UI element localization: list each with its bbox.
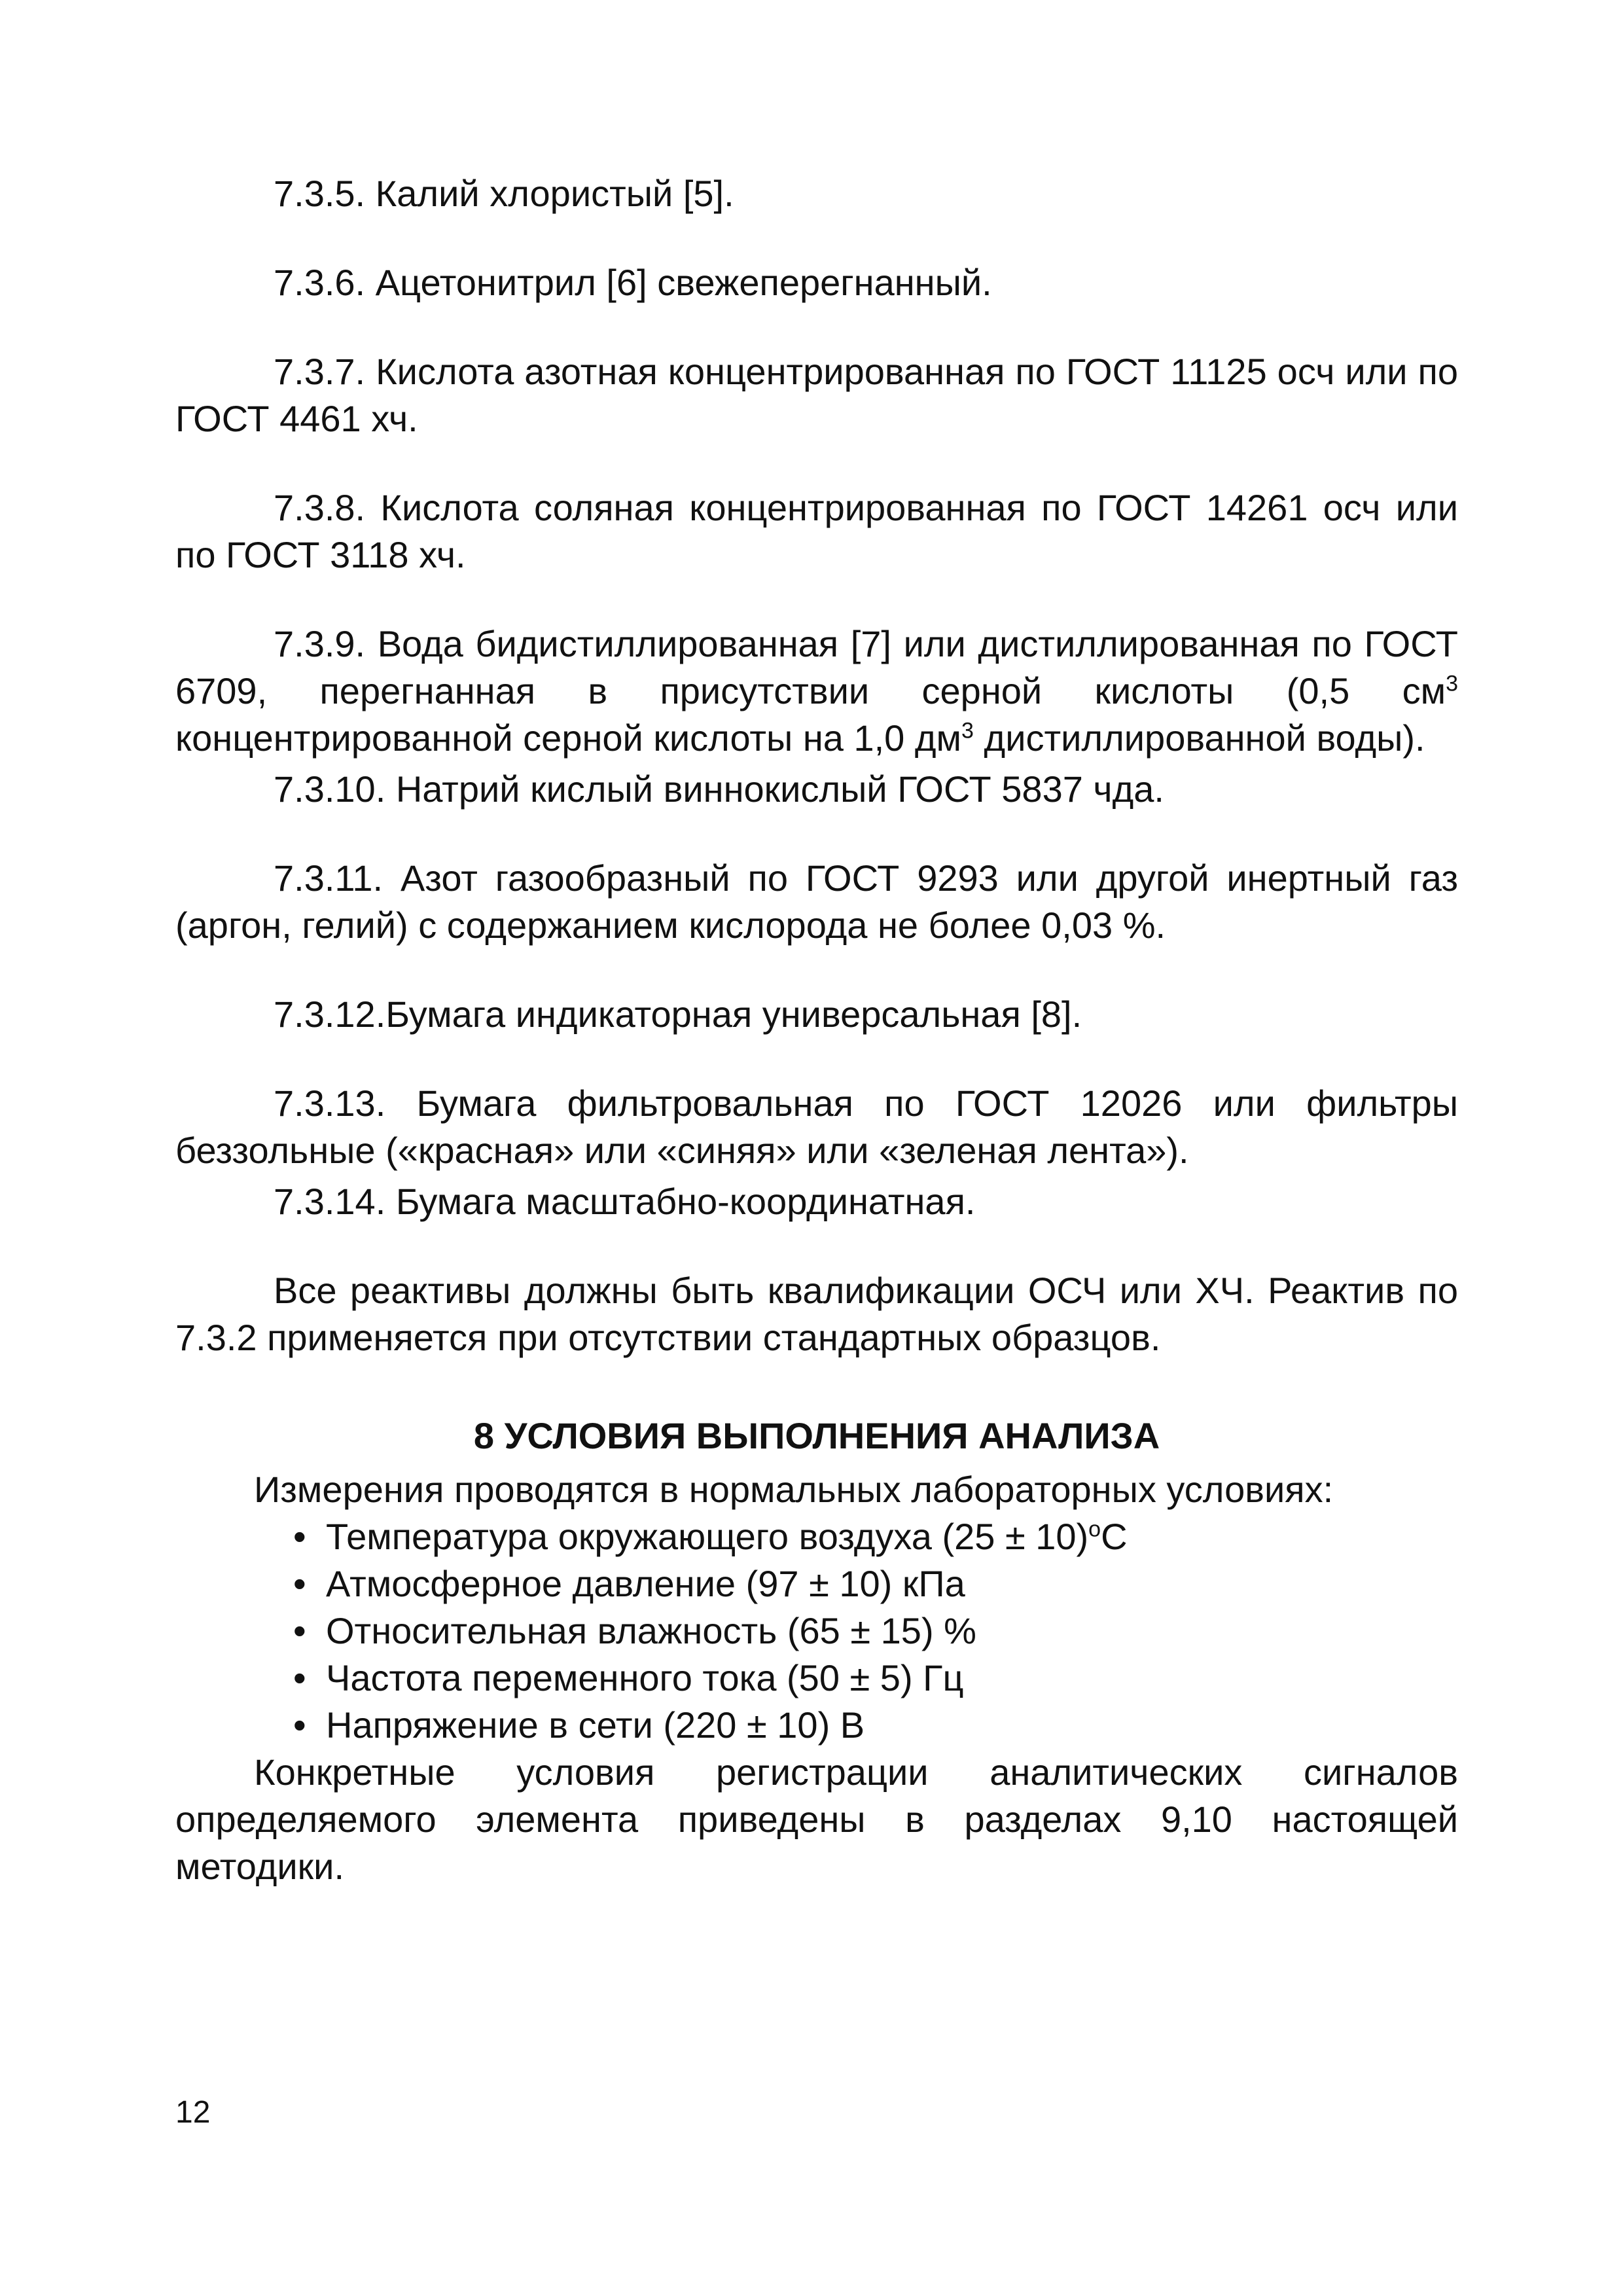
item-7-3-9-part2: концентрированной серной кислоты на 1,0 дм bbox=[175, 717, 962, 759]
bullet-icon: • bbox=[293, 1563, 306, 1604]
degree-sup: о bbox=[1088, 1516, 1101, 1542]
condition-temperature-text: Температура окружающего воздуха (25 ± 10) bbox=[326, 1516, 1089, 1557]
condition-voltage bbox=[293, 1702, 1458, 1749]
condition-temperature bbox=[293, 1513, 1458, 1560]
item-7-3-9 bbox=[175, 620, 1458, 762]
reagents-note: Все реактивы должны быть квалификации ОСЧ или ХЧ. Реактив по 7.3.2 применяется при отсутствии стандартных образцов. bbox=[175, 1270, 1458, 1358]
condition-pressure bbox=[293, 1560, 1458, 1607]
condition-humidity-text: Относительная влажность (65 ± 15) % bbox=[326, 1610, 976, 1651]
conditions-conclusion: Конкретные условия регистрации аналитических сигналов определяемого элемента приведены в разделах 9,10 настоящей методики. bbox=[175, 1751, 1458, 1887]
item-7-3-6: 7.3.6. Ацетонитрил [6] свежеперегнанный. bbox=[274, 262, 992, 303]
condition-pressure-text: Атмосферное давление (97 ± 10) кПа bbox=[326, 1563, 965, 1604]
item-7-3-7: 7.3.7. Кислота азотная концентрированная по ГОСТ 11125 осч или по ГОСТ 4461 хч. bbox=[175, 351, 1458, 439]
item-7-3-10: 7.3.10. Натрий кислый виннокислый ГОСТ 5837 чда. bbox=[274, 768, 1164, 810]
item-7-3-9-sup1: 3 bbox=[1446, 671, 1458, 696]
item-7-3-9-part3: дистиллированной воды). bbox=[973, 717, 1425, 759]
page-number: 12 bbox=[175, 2095, 211, 2130]
item-7-3-11: 7.3.11. Азот газообразный по ГОСТ 9293 или другой инертный газ (аргон, гелий) с содержанием кислорода не более 0,03 %. bbox=[175, 857, 1458, 946]
item-7-3-12: 7.3.12.Бумага индикаторная универсальная [8]. bbox=[274, 994, 1082, 1035]
bullet-icon: • bbox=[293, 1610, 306, 1651]
condition-frequency-text: Частота переменного тока (50 ± 5) Гц bbox=[326, 1657, 964, 1698]
item-7-3-9-sup2: 3 bbox=[961, 718, 974, 744]
bullet-icon: • bbox=[293, 1657, 306, 1698]
item-7-3-5: 7.3.5. Калий хлористый [5]. bbox=[274, 173, 734, 214]
conditions-intro: Измерения проводятся в нормальных лабораторных условиях: bbox=[254, 1469, 1334, 1510]
condition-humidity bbox=[293, 1607, 1458, 1655]
bullet-icon: • bbox=[293, 1516, 306, 1557]
item-7-3-14: 7.3.14. Бумага масштабно-координатная. bbox=[274, 1181, 976, 1222]
item-7-3-13: 7.3.13. Бумага фильтровальная по ГОСТ 12026 или фильтры беззольные («красная» или «синяя» или «зеленая лента»). bbox=[175, 1083, 1458, 1171]
condition-temperature-unit: С bbox=[1101, 1516, 1128, 1557]
item-7-3-8: 7.3.8. Кислота соляная концентрированная по ГОСТ 14261 осч или по ГОСТ 3118 хч. bbox=[175, 487, 1458, 575]
conditions-list bbox=[175, 1513, 1458, 1749]
bullet-icon: • bbox=[293, 1704, 306, 1746]
section-8-heading: 8 УСЛОВИЯ ВЫПОЛНЕНИЯ АНАЛИЗА bbox=[473, 1415, 1160, 1456]
condition-voltage-text: Напряжение в сети (220 ± 10) В bbox=[326, 1704, 865, 1746]
item-7-3-9-part1: 7.3.9. Вода бидистиллированная [7] или дистиллированная по ГОСТ 6709, перегнанная в присутствии серной кислоты (0,5 см bbox=[175, 623, 1458, 711]
condition-frequency bbox=[293, 1655, 1458, 1702]
page-content bbox=[175, 170, 1458, 1890]
